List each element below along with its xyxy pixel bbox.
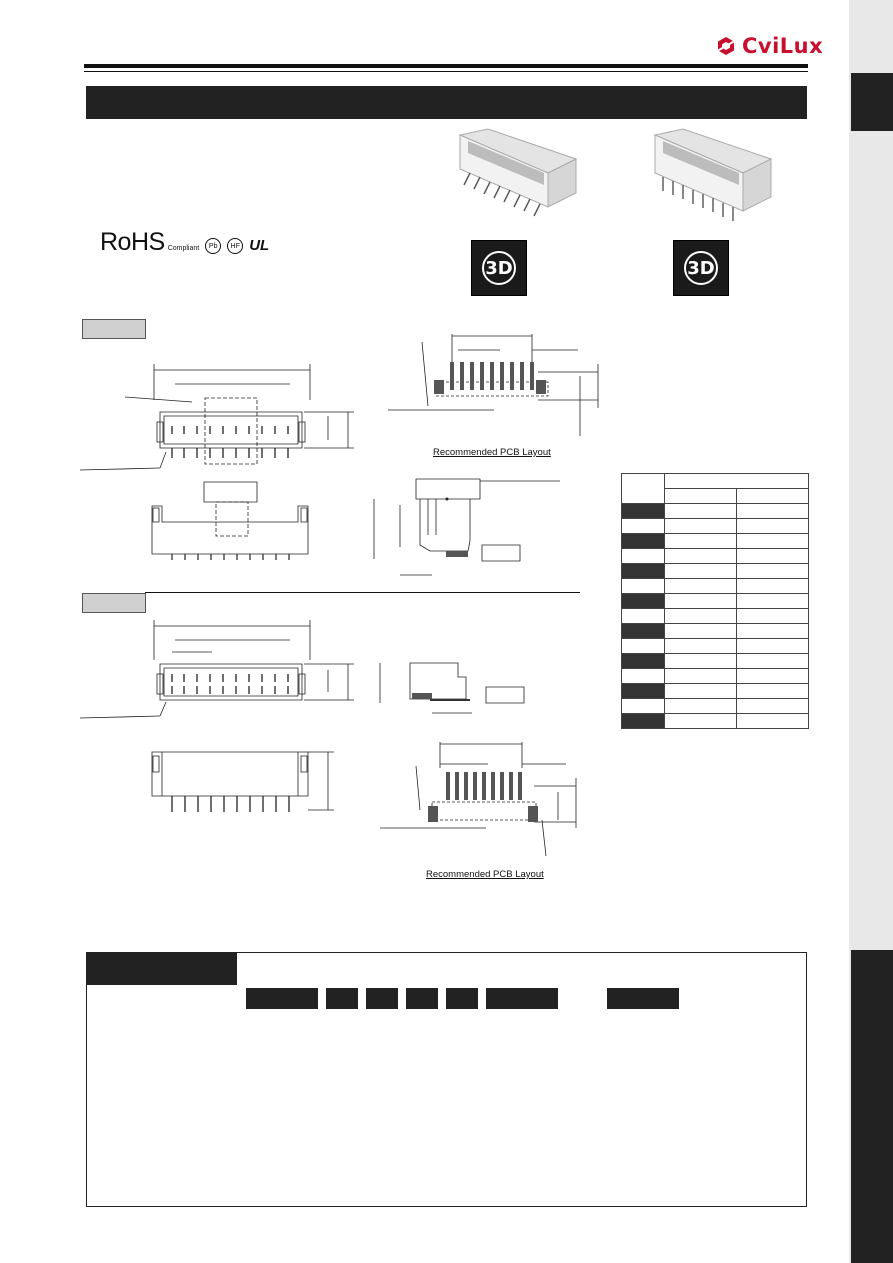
part-number-segment [366,988,398,1009]
header-rule-thin [84,71,808,72]
brand-logo [716,34,823,58]
title-bar [86,86,807,119]
dimension-table [621,473,809,729]
cvilux-logo-icon [716,36,736,56]
pcb-layout-caption-2: Recommended PCB Layout [426,869,544,880]
drawing-top-view-1 [80,360,360,480]
pcb-layout-drawing-1 [388,332,608,444]
halogen-free-icon: HF [227,238,243,254]
ul-icon: UL [249,237,270,254]
3d-model-icon[interactable] [471,240,527,296]
section-label-2 [82,593,146,613]
part-number-segment [446,988,478,1009]
part-number-segment [607,988,679,1009]
3d-model-icon[interactable] [673,240,729,296]
header-rule-thick [84,64,808,68]
drawing-side-view-2 [376,655,531,717]
product-photo-vertical [647,127,775,231]
part-number-segment [326,988,358,1009]
pcb-layout-drawing-2 [380,740,585,860]
rohs-mark: RoHS [100,228,165,256]
drawing-front-view-1 [148,480,313,560]
section-divider [145,592,580,593]
brand-name: CviLux [742,34,824,58]
part-number-segment [486,988,558,1009]
rohs-compliant-label: Compliant [167,245,200,252]
drawing-front-view-2 [148,748,338,813]
ordering-info-header [87,953,237,985]
side-index-tab-bottom[interactable] [851,950,893,1263]
part-number-segment [246,988,318,1009]
section-label-1 [82,319,146,339]
drawing-side-view-1 [370,475,565,580]
certification-row [100,230,269,254]
side-index-tab-top[interactable] [851,73,893,131]
drawing-top-view-2 [80,618,360,728]
product-photo-right-angle [452,127,580,231]
3d-label: 3D [482,251,516,285]
3d-label: 3D [684,251,718,285]
part-number-segment [406,988,438,1009]
pb-free-icon: Pb [205,238,221,254]
pcb-layout-caption-1: Recommended PCB Layout [433,447,551,458]
